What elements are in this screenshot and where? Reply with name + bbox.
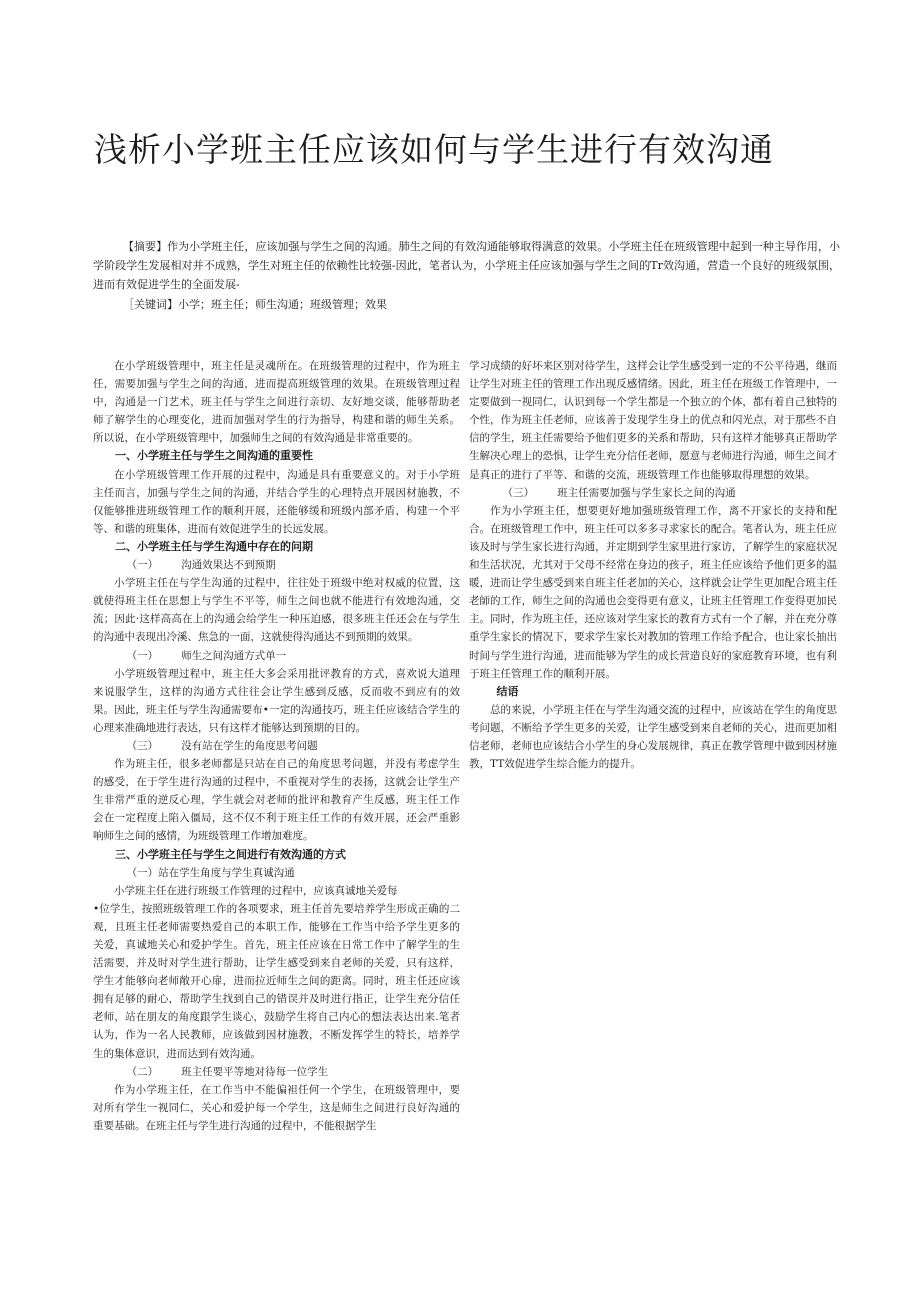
subsection-2-1-paragraph: 小学班主任在与学生沟通的过程中，往往处于班级中绝对权威的位置，这就使得班主任在思想上与学生不平等，师生之间也就不能进行有效地沟通，交流；因此·这样高高在上的沟通会给学生一种压迫感，很多班主任还会在与学生的沟通中表现出冷溪、焦急的一面，这就使得沟通达不到预期的效果。: [93, 577, 460, 644]
subsection-title: 沟通效果达不到预期: [181, 559, 276, 572]
keywords: ［关键词】小学；班主任；师生沟通；班级管理；效果: [123, 298, 387, 311]
intro-paragraph: 在小学班级管理中，班主任是灵魂所在。在班级管理的过程中，作为班主任，需要加强与学生之间的沟通，进而提高班级管理的效果。在班级管理过程中，沟通是一门艺术，班主任与学生之间进行亲切、友好地交谈，能够帮助老师了解学生的心理变化，进而加强对学生的行为指导，构建和谐的师生关系。所以说，在小学班级管理中，加强师生之间的有效沟通是非常重要的。: [93, 360, 460, 445]
subsection-number: （一）: [126, 649, 159, 662]
left-column: [93, 357, 460, 1135]
subsection-2-2-paragraph: 小学班级管理过程中，班主任大多会采用批评教育的方式，喜欢说大道理来说服学生，这样的沟通方式往往会让学生感到反感，反而收不到应有的效果。因此，班主任与学生沟通需要布•一定的沟通技巧，班主任应该结合学生的心理来准确地进行表达，只有这样才能够达到预期的目的。: [93, 667, 460, 734]
subsection-number: （一）: [126, 559, 159, 572]
subsection-3-1-paragraph-cont: •位学生，按照班级管理工作的各项要求，班主任首先要培养学生形成正确的二观，且班主任老师需要热爱自己的本职工作，能够在工作当中给予学生更多的关爱，真诚地关心和爱护学生。首先，班主任应该在日常工作中了解学生的生活需要，并及时对学生进行帮助，让学生感受到来自老师的关爱，只有这样，学生才能够向老师敞开心扉，进而拉近师生之间的距离。同时，班主任还应该拥有足够的耐心，帮助学生找到自己的错误并及时进行指正，让学生充分信任老师，站在朋友的角度跟学生谈心，鼓励学生将自己内心的想法表达出来.笔者认为，作为一名人民教师，应该做到因材施教，不断发挥学生的特长，培养学生的集体意识，进而达到有效沟通。: [93, 902, 460, 1060]
right-column: [469, 357, 837, 773]
subsection-3-2-heading: [93, 1063, 460, 1081]
subsection-2-1-heading: [93, 556, 460, 574]
conclusion-heading: 结语: [496, 684, 519, 698]
subsection-3-1-heading: （一）站在学生角度与学生真诚沟通: [126, 866, 295, 879]
abstract-block: [93, 237, 840, 314]
subsection-2-3-heading: [93, 737, 460, 755]
subsection-title: 班主任要平等地对待每一位学生: [181, 1065, 329, 1078]
section-1-paragraph: 在小学班级管理工作开展的过程中，沟通是具有重要意义的。对于小学班主任而言，加强与学生之间的沟通，并结合学生的心理特点开展因材施教，不仅能够推进班级管理工作的顺利开展，还能够缓和班级内部矛盾，构建一个平等、和谐的班集体，进而有效促进学生的长远发展。: [93, 468, 460, 535]
subsection-title: 师生之间沟通方式单一: [181, 649, 287, 662]
subsection-2-2-heading: [93, 647, 460, 665]
section-1-heading: 一、小学班主任与学生之间沟通的重要性: [115, 449, 313, 463]
subsection-3-1-paragraph-start: 小学班主任在进行班级工作管理的过程中，应该真诚地关爱每: [114, 884, 398, 897]
subsection-3-2-paragraph: 作为小学班主任，在工作当中不能偏袒任何一个学生，在班级管理中，要对所有学生一视同仁，关心和爱护每一个学生，这是师生之间进行良好沟通的重要基础。在班主任与学生进行沟通的过程中，不能根据学生: [93, 1083, 460, 1132]
continued-paragraph: 学习成绩的好坏来区别对待学生，这样会让学生感受到一定的不公平待遇，继而让学生对班主任的管理工作出现反感情绪。因此，班主任在班级工作管理中，一定要做到一视同仁，认识到每一个学生都是一个独立的个体，都有着自己独特的个性，作为班主任老师，应该善于发现学生身上的优点和闪光点，对于那些不自信的学生，班主任需要给予他们更多的关系和帮助，只有这样才能够真正帮助学生解决心理上的恐惧，让学生充分信任老师，愿意与老师进行沟通，师生之间才是真正的进行了平等、和谐的交流，班级管理工作也能够取得理想的效果。: [469, 360, 837, 481]
subsection-3-3-heading: [469, 484, 837, 502]
article-title: 浅析小学班主任应该如何与学生进行有效沟通: [94, 130, 774, 169]
subsection-number: （二）: [126, 1065, 159, 1078]
subsection-number: （三）: [126, 739, 159, 752]
subsection-3-3-paragraph: 作为小学班主任，想要更好地加强班级管理工作，离不开家长的支持和配合。在班级管理工作中，班主任可以多多寻求家长的配合。笔者认为，班主任应该及时与学生家长进行沟通，并定期到学生家里进行家访，了解学生的家庭状况和生活状况，尤其对于父母不经常在身边的孩子，班主任应该给予他们更多的温暖，进而让学生感受到来自班主任老加的关心，这样就会让学生更加配合班主任老師的工作，师生之间的沟通也会变得更有意义，让班主任管理工作变得更加民主。同时，作为班主任，还应该对学生家长的教育方式有一个了解，并在充分尊重学生家长的情况下，要求学生家长对教加的管理工作给予配合，也让家长抽出时间与学生进行沟通，进而能够为学生的成长营造良好的家庭教育环境，也有利于班主任管理工作的顺利开展。: [469, 504, 837, 680]
subsection-title: 没有站在学生的角度思考问题: [181, 739, 318, 752]
subsection-number: （三）: [502, 486, 535, 499]
conclusion-paragraph: 总的来说，小学班主任在与学生沟通交流的过程中，应该站在学生的角度思考问题，不断给予学生更多的关爱，让学生感受到来自老师的关心，进而更加相信老师，老师也应该结合小学生的身心发展规律，真正在教学管理中做到因材施教，TT效促进学生综合能力的提升。: [469, 703, 837, 771]
subsection-title: 班主任需要加强与学生家长之间的沟通: [557, 486, 736, 499]
section-2-heading: 二、小学班主任与学生沟通中存在的问期: [115, 539, 313, 553]
section-3-heading: 三、小学班主任与学生之间进行有效沟通的方式: [115, 847, 346, 861]
abstract-text: 【摘要】作为小学班主任，应该加强与学生之间的沟通。肺生之间的有效沟通能够取得满意的效果。小学班主任在班级管理中起到一种主导作用，小学阶段学生发展相对并不成熟，学生对班主任的依赖性比较强-因此，笔者认为，小学班主任应该加强与学生之间的Tr效沟通，营造一个良好的班级氛围，进而有效促进学生的全面发展-: [93, 240, 840, 291]
subsection-2-3-paragraph: 作为班主任，很多老师都是只站在自己的角度思考问题，并没有考虑学生的感受，在于学生进行沟通的过程中，不重视对学生的表扬，这就会让学生产生非常严重的逆反心理，学生就会对老师的批评和教育产生反感，班主任工作会在一定程度上陷入僵局，这不仅不利于班主任工作的有效开展，还会严重影响师生之间的感情，为班级管理工作增加难度。: [93, 758, 460, 843]
